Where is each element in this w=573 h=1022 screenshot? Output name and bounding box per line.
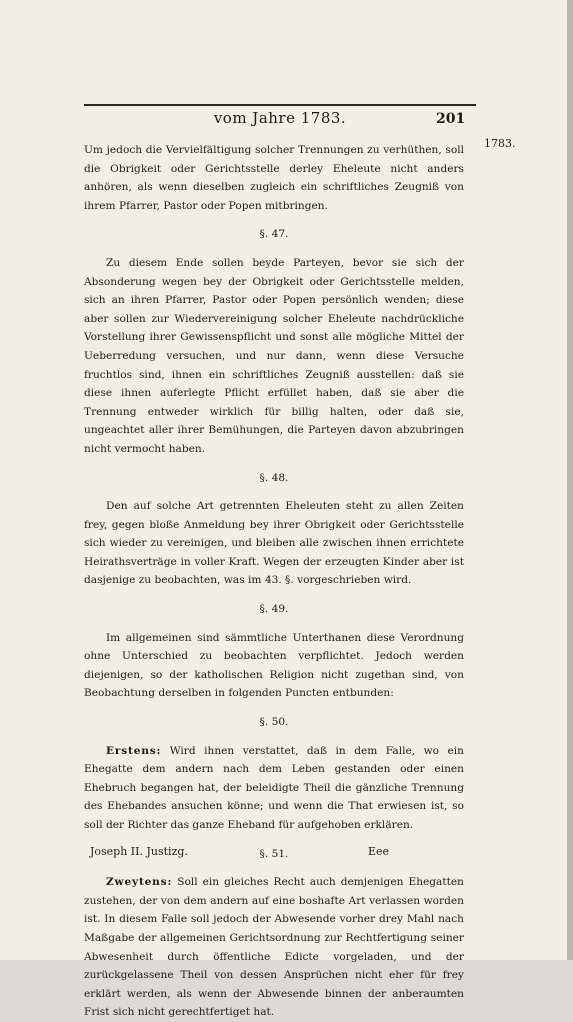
section-47-paragraph [84, 254, 464, 459]
running-title: vom Jahre 1783. [213, 109, 347, 127]
section-heading-50: §. 50. [259, 716, 289, 729]
page-number: 201 [436, 111, 466, 127]
section-50-paragraph [84, 742, 464, 835]
intro-paragraph: Um jedoch die Vervielfältigung solcher Trennungen zu verhüthen, soll die Obrigkeit oder Gerichtsstelle derley Eheleute nicht anders anhören, als wenn dieselben zugleich ein schriftliches Zeugniß von ihrem Pfarrer, Pastor oder Popen mitbringen. [84, 144, 464, 212]
section-49-text: Im allgemeinen sind sämmtliche Unterthanen diese Verordnung ohne Unterschied zu beobachten verpflichtet. Jedoch werden diejenigen, so der katholischen Religion nicht zugethan sind, von Beobachtung derselben in folgenden Puncten entbunden: [84, 631, 464, 700]
section-47-text: Zu diesem Ende sollen beyde Parteyen, bevor sie sich der Absonderung wegen bey der Obrigkeit oder Gerichtsstelle melden, sich an ihren Pfarrer, Pastor oder Popen persönlich wenden; diese aber sollen zur Wiedervereinigung solcher Eheleute nachdrückliche Vorstellung ihrer Gewissenspflicht und sonst alle mögliche Mittel der Ueberredung versuchen, und nur dann, wenn diese Versuche fruchtlos sind, ihnen ein schriftliches Zeugniß ausstellen: daß sie diese ihnen auferlegte Pflicht erfüllet haben, daß sie aber die Trennung entweder wirklich für billig halten, oder daß sie, ungeachtet aller ihrer Bemühungen, die Parteyen davon abzubringen nicht vermocht haben. [84, 256, 464, 455]
section-51-lead: Zweytens: [106, 876, 173, 889]
section-48-text: Den auf solche Art getrennten Eheleuten steht zu allen Zeiten frey, gegen bloße Anmeldung bey ihrer Obrigkeit oder Gerichtsstelle sich wieder zu vereinigen, und bleiben alle zwischen ihnen errichtete Heirathsverträge in voller Kraft. Wegen der erzeugten Kinder aber ist dasjenige zu beobachten, was im 43. §. vorgeschrieben wird. [84, 500, 464, 587]
section-heading-48: §. 48. [259, 471, 289, 484]
section-48-paragraph [84, 497, 464, 590]
section-heading-47: §. 47. [259, 228, 289, 241]
section-heading-51: §. 51. [259, 847, 289, 860]
section-51-text: Soll ein gleiches Recht auch demjenigen Ehegatten zustehen, der von dem andern auf eine boshafte Art verlassen worden ist. In diesem Falle soll jedoch der Abwesende vorher drey Mahl nach Maßgabe der allgemeinen Gerichtsordnung zur Rechtfertigung seiner Abwesenheit durch öffentliche Edicte vorgeladen, und der zurückgelassene Theil von dessen Ansprüchen nicht eher für frey erklärt werden, als wenn der Abwesende binnen der anberaumten Frist sich nicht gerechtfertiget hat. [84, 876, 464, 1019]
margin-year-note: 1783. [484, 137, 516, 150]
signature-mark: Joseph II. Justizg. [90, 845, 188, 858]
header-rule [84, 104, 476, 106]
section-heading-49: §. 49. [259, 603, 289, 616]
body-text [84, 141, 464, 1022]
section-51-paragraph [84, 873, 464, 1022]
page-edge-shadow [567, 0, 573, 960]
catchword: Eee [368, 845, 390, 858]
section-49-paragraph [84, 629, 464, 703]
section-50-text: Wird ihnen verstattet, daß in dem Falle, wo ein Ehegatte dem andern nach dem Leben gestanden oder einen Ehebruch begangen hat, der beleidigte Theil die gänzliche Trennung des Ehebandes ansuchen könne; und wenn die That erwiesen ist, so soll der Richter das ganze Eheband für aufgehoben erklären. [84, 744, 464, 831]
section-50-lead: Erstens: [106, 744, 162, 757]
